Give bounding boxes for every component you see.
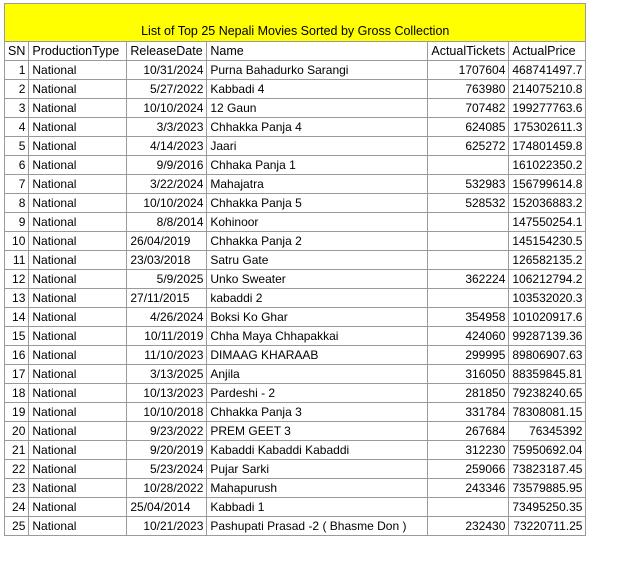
cell-production-type[interactable]: National <box>29 422 127 441</box>
cell-actual-price[interactable]: 145154230.5 <box>509 232 586 251</box>
cell-name[interactable]: Pardeshi - 2 <box>207 384 428 403</box>
cell-actual-price[interactable]: 73495250.35 <box>509 498 586 517</box>
table-row <box>5 251 586 270</box>
cell-name[interactable]: Chhakka Panja 5 <box>207 194 428 213</box>
cell-sn[interactable]: 20 <box>5 422 29 441</box>
cell-release-date[interactable]: 10/11/2019 <box>127 327 207 346</box>
cell-actual-tickets[interactable]: 362224 <box>428 270 509 289</box>
cell-actual-tickets[interactable]: 267684 <box>428 422 509 441</box>
cell-sn[interactable]: 21 <box>5 441 29 460</box>
cell-sn[interactable]: 17 <box>5 365 29 384</box>
cell-actual-tickets[interactable]: 312230 <box>428 441 509 460</box>
cell-actual-price[interactable]: 147550254.1 <box>509 213 586 232</box>
cell-sn[interactable]: 25 <box>5 517 29 536</box>
cell-actual-tickets[interactable]: 707482 <box>428 99 509 118</box>
cell-sn[interactable]: 13 <box>5 289 29 308</box>
table-row <box>5 479 586 498</box>
cell-name[interactable]: PREM GEET 3 <box>207 422 428 441</box>
cell-release-date[interactable]: 4/14/2023 <box>127 137 207 156</box>
cell-release-date[interactable]: 10/10/2024 <box>127 99 207 118</box>
cell-actual-tickets[interactable]: 424060 <box>428 327 509 346</box>
cell-name[interactable]: Purna Bahadurko Sarangi <box>207 61 428 80</box>
cell-actual-price[interactable]: 99287139.36 <box>509 327 586 346</box>
cell-sn[interactable]: 10 <box>5 232 29 251</box>
cell-name[interactable]: Unko Sweater <box>207 270 428 289</box>
movies-table <box>4 3 586 536</box>
cell-release-date[interactable]: 11/10/2023 <box>127 346 207 365</box>
header-release-date[interactable]: ReleaseDate <box>127 42 207 61</box>
cell-actual-price[interactable]: 199277763.6 <box>509 99 586 118</box>
cell-production-type[interactable]: National <box>29 517 127 536</box>
cell-actual-tickets[interactable]: 763980 <box>428 80 509 99</box>
cell-name[interactable]: Chhakka Panja 3 <box>207 403 428 422</box>
cell-sn[interactable]: 9 <box>5 213 29 232</box>
cell-name[interactable]: Chhakka Panja 4 <box>207 118 428 137</box>
table-row <box>5 384 586 403</box>
cell-actual-tickets[interactable]: 624085 <box>428 118 509 137</box>
cell-production-type[interactable]: National <box>29 194 127 213</box>
cell-production-type[interactable]: National <box>29 80 127 99</box>
cell-sn[interactable]: 24 <box>5 498 29 517</box>
cell-production-type[interactable]: National <box>29 441 127 460</box>
table-row <box>5 232 586 251</box>
cell-sn[interactable]: 18 <box>5 384 29 403</box>
cell-name[interactable]: 12 Gaun <box>207 99 428 118</box>
cell-actual-price[interactable]: 73823187.45 <box>509 460 586 479</box>
cell-name[interactable]: Anjila <box>207 365 428 384</box>
cell-name[interactable]: Kabbadi 4 <box>207 80 428 99</box>
cell-actual-price[interactable]: 174801459.8 <box>509 137 586 156</box>
cell-release-date[interactable]: 9/9/2016 <box>127 156 207 175</box>
table-row <box>5 80 586 99</box>
cell-actual-tickets[interactable]: 528532 <box>428 194 509 213</box>
header-actual-price[interactable]: ActualPrice <box>509 42 586 61</box>
table-row <box>5 194 586 213</box>
cell-name[interactable]: Pashupati Prasad -2 ( Bhasme Don ) <box>207 517 428 536</box>
table-row <box>5 422 586 441</box>
cell-sn[interactable]: 23 <box>5 479 29 498</box>
cell-production-type[interactable]: National <box>29 384 127 403</box>
cell-actual-price[interactable]: 214075210.8 <box>509 80 586 99</box>
cell-production-type[interactable]: National <box>29 346 127 365</box>
header-name[interactable]: Name <box>207 42 428 61</box>
cell-actual-tickets[interactable]: 625272 <box>428 137 509 156</box>
cell-production-type[interactable]: National <box>29 251 127 270</box>
table-row <box>5 460 586 479</box>
cell-sn[interactable]: 1 <box>5 61 29 80</box>
table-row <box>5 118 586 137</box>
table-row <box>5 441 586 460</box>
cell-sn[interactable]: 2 <box>5 80 29 99</box>
cell-release-date[interactable]: 10/10/2024 <box>127 194 207 213</box>
header-actual-tickets[interactable]: ActualTickets <box>428 42 509 61</box>
cell-production-type[interactable]: National <box>29 289 127 308</box>
cell-production-type[interactable]: National <box>29 308 127 327</box>
table-row <box>5 327 586 346</box>
cell-actual-tickets[interactable] <box>428 232 509 251</box>
table-title[interactable]: List of Top 25 Nepali Movies Sorted by Gross Collection <box>5 4 586 42</box>
cell-release-date[interactable]: 10/21/2023 <box>127 517 207 536</box>
cell-actual-tickets[interactable] <box>428 251 509 270</box>
cell-release-date[interactable]: 10/28/2022 <box>127 479 207 498</box>
cell-sn[interactable]: 16 <box>5 346 29 365</box>
table-row <box>5 61 586 80</box>
table-row <box>5 137 586 156</box>
cell-actual-price[interactable]: 161022350.2 <box>509 156 586 175</box>
table-row <box>5 270 586 289</box>
cell-actual-tickets[interactable] <box>428 213 509 232</box>
cell-release-date[interactable]: 5/9/2025 <box>127 270 207 289</box>
table-row <box>5 156 586 175</box>
cell-actual-price[interactable]: 156799614.8 <box>509 175 586 194</box>
table-row <box>5 498 586 517</box>
cell-sn[interactable]: 14 <box>5 308 29 327</box>
cell-actual-price[interactable]: 152036883.2 <box>509 194 586 213</box>
cell-actual-tickets[interactable]: 1707604 <box>428 61 509 80</box>
cell-name[interactable]: Kohinoor <box>207 213 428 232</box>
cell-production-type[interactable]: National <box>29 270 127 289</box>
cell-sn[interactable]: 22 <box>5 460 29 479</box>
cell-name[interactable]: DIMAAG KHARAAB <box>207 346 428 365</box>
table-row <box>5 99 586 118</box>
title-row <box>5 4 586 42</box>
cell-name[interactable]: Kabbadi 1 <box>207 498 428 517</box>
table-row <box>5 213 586 232</box>
cell-release-date[interactable]: 26/04/2019 <box>127 232 207 251</box>
cell-release-date[interactable]: 23/03/2018 <box>127 251 207 270</box>
cell-sn[interactable]: 3 <box>5 99 29 118</box>
cell-release-date[interactable]: 3/13/2025 <box>127 365 207 384</box>
cell-sn[interactable]: 19 <box>5 403 29 422</box>
cell-production-type[interactable]: National <box>29 99 127 118</box>
cell-actual-tickets[interactable] <box>428 498 509 517</box>
cell-name[interactable]: Kabaddi Kabaddi Kabaddi <box>207 441 428 460</box>
cell-sn[interactable]: 12 <box>5 270 29 289</box>
cell-production-type[interactable]: National <box>29 175 127 194</box>
cell-actual-price[interactable]: 106212794.2 <box>509 270 586 289</box>
cell-actual-tickets[interactable]: 281850 <box>428 384 509 403</box>
cell-sn[interactable]: 11 <box>5 251 29 270</box>
cell-release-date[interactable]: 3/22/2024 <box>127 175 207 194</box>
cell-actual-price[interactable]: 175302611.3 <box>509 118 586 137</box>
cell-release-date[interactable]: 4/26/2024 <box>127 308 207 327</box>
cell-release-date[interactable]: 25/04/2014 <box>127 498 207 517</box>
header-production-type[interactable]: ProductionType <box>29 42 127 61</box>
cell-actual-price[interactable]: 75950692.04 <box>509 441 586 460</box>
header-sn[interactable]: SN <box>5 42 29 61</box>
cell-actual-tickets[interactable]: 243346 <box>428 479 509 498</box>
cell-sn[interactable]: 15 <box>5 327 29 346</box>
cell-actual-price[interactable]: 78308081.15 <box>509 403 586 422</box>
cell-name[interactable]: kabaddi 2 <box>207 289 428 308</box>
cell-actual-price[interactable]: 73220711.25 <box>509 517 586 536</box>
cell-actual-price[interactable]: 76345392 <box>509 422 586 441</box>
header-row <box>5 42 586 61</box>
cell-actual-price[interactable]: 101020917.6 <box>509 308 586 327</box>
cell-production-type[interactable]: National <box>29 365 127 384</box>
cell-sn[interactable]: 8 <box>5 194 29 213</box>
cell-production-type[interactable]: National <box>29 460 127 479</box>
cell-actual-price[interactable]: 73579885.95 <box>509 479 586 498</box>
cell-name[interactable]: Pujar Sarki <box>207 460 428 479</box>
cell-name[interactable]: Jaari <box>207 137 428 156</box>
cell-sn[interactable]: 7 <box>5 175 29 194</box>
cell-release-date[interactable]: 8/8/2014 <box>127 213 207 232</box>
cell-actual-tickets[interactable] <box>428 289 509 308</box>
table-row <box>5 308 586 327</box>
cell-name[interactable]: Chhakka Panja 2 <box>207 232 428 251</box>
table-row <box>5 175 586 194</box>
cell-production-type[interactable]: National <box>29 327 127 346</box>
cell-production-type[interactable]: National <box>29 213 127 232</box>
cell-release-date[interactable]: 5/27/2022 <box>127 80 207 99</box>
cell-release-date[interactable]: 10/13/2023 <box>127 384 207 403</box>
cell-actual-price[interactable]: 103532020.3 <box>509 289 586 308</box>
cell-release-date[interactable]: 10/31/2024 <box>127 61 207 80</box>
table-row <box>5 403 586 422</box>
cell-sn[interactable]: 4 <box>5 118 29 137</box>
cell-actual-price[interactable]: 89806907.63 <box>509 346 586 365</box>
cell-actual-tickets[interactable]: 532983 <box>428 175 509 194</box>
cell-actual-tickets[interactable]: 354958 <box>428 308 509 327</box>
cell-production-type[interactable]: National <box>29 232 127 251</box>
cell-release-date[interactable]: 27/11/2015 <box>127 289 207 308</box>
cell-actual-tickets[interactable]: 331784 <box>428 403 509 422</box>
cell-production-type[interactable]: National <box>29 479 127 498</box>
cell-sn[interactable]: 6 <box>5 156 29 175</box>
cell-actual-price[interactable]: 88359845.81 <box>509 365 586 384</box>
cell-release-date[interactable]: 5/23/2024 <box>127 460 207 479</box>
cell-actual-price[interactable]: 79238240.65 <box>509 384 586 403</box>
cell-production-type[interactable]: National <box>29 498 127 517</box>
table-row <box>5 517 586 536</box>
cell-actual-tickets[interactable] <box>428 156 509 175</box>
cell-name[interactable]: Chha Maya Chhapakkai <box>207 327 428 346</box>
cell-sn[interactable]: 5 <box>5 137 29 156</box>
table-row <box>5 346 586 365</box>
cell-production-type[interactable]: National <box>29 156 127 175</box>
cell-name[interactable]: Boksi Ko Ghar <box>207 308 428 327</box>
cell-name[interactable]: Mahapurush <box>207 479 428 498</box>
table-row <box>5 289 586 308</box>
cell-release-date[interactable]: 9/20/2019 <box>127 441 207 460</box>
cell-name[interactable]: Chhaka Panja 1 <box>207 156 428 175</box>
cell-production-type[interactable]: National <box>29 118 127 137</box>
cell-production-type[interactable]: National <box>29 61 127 80</box>
cell-actual-price[interactable]: 468741497.7 <box>509 61 586 80</box>
cell-actual-tickets[interactable]: 232430 <box>428 517 509 536</box>
cell-release-date[interactable]: 3/3/2023 <box>127 118 207 137</box>
cell-actual-tickets[interactable]: 299995 <box>428 346 509 365</box>
cell-release-date[interactable]: 10/10/2018 <box>127 403 207 422</box>
cell-actual-tickets[interactable]: 316050 <box>428 365 509 384</box>
cell-actual-tickets[interactable]: 259066 <box>428 460 509 479</box>
cell-production-type[interactable]: National <box>29 403 127 422</box>
table-row <box>5 365 586 384</box>
cell-actual-price[interactable]: 126582135.2 <box>509 251 586 270</box>
cell-name[interactable]: Mahajatra <box>207 175 428 194</box>
cell-name[interactable]: Satru Gate <box>207 251 428 270</box>
cell-release-date[interactable]: 9/23/2022 <box>127 422 207 441</box>
cell-production-type[interactable]: National <box>29 137 127 156</box>
